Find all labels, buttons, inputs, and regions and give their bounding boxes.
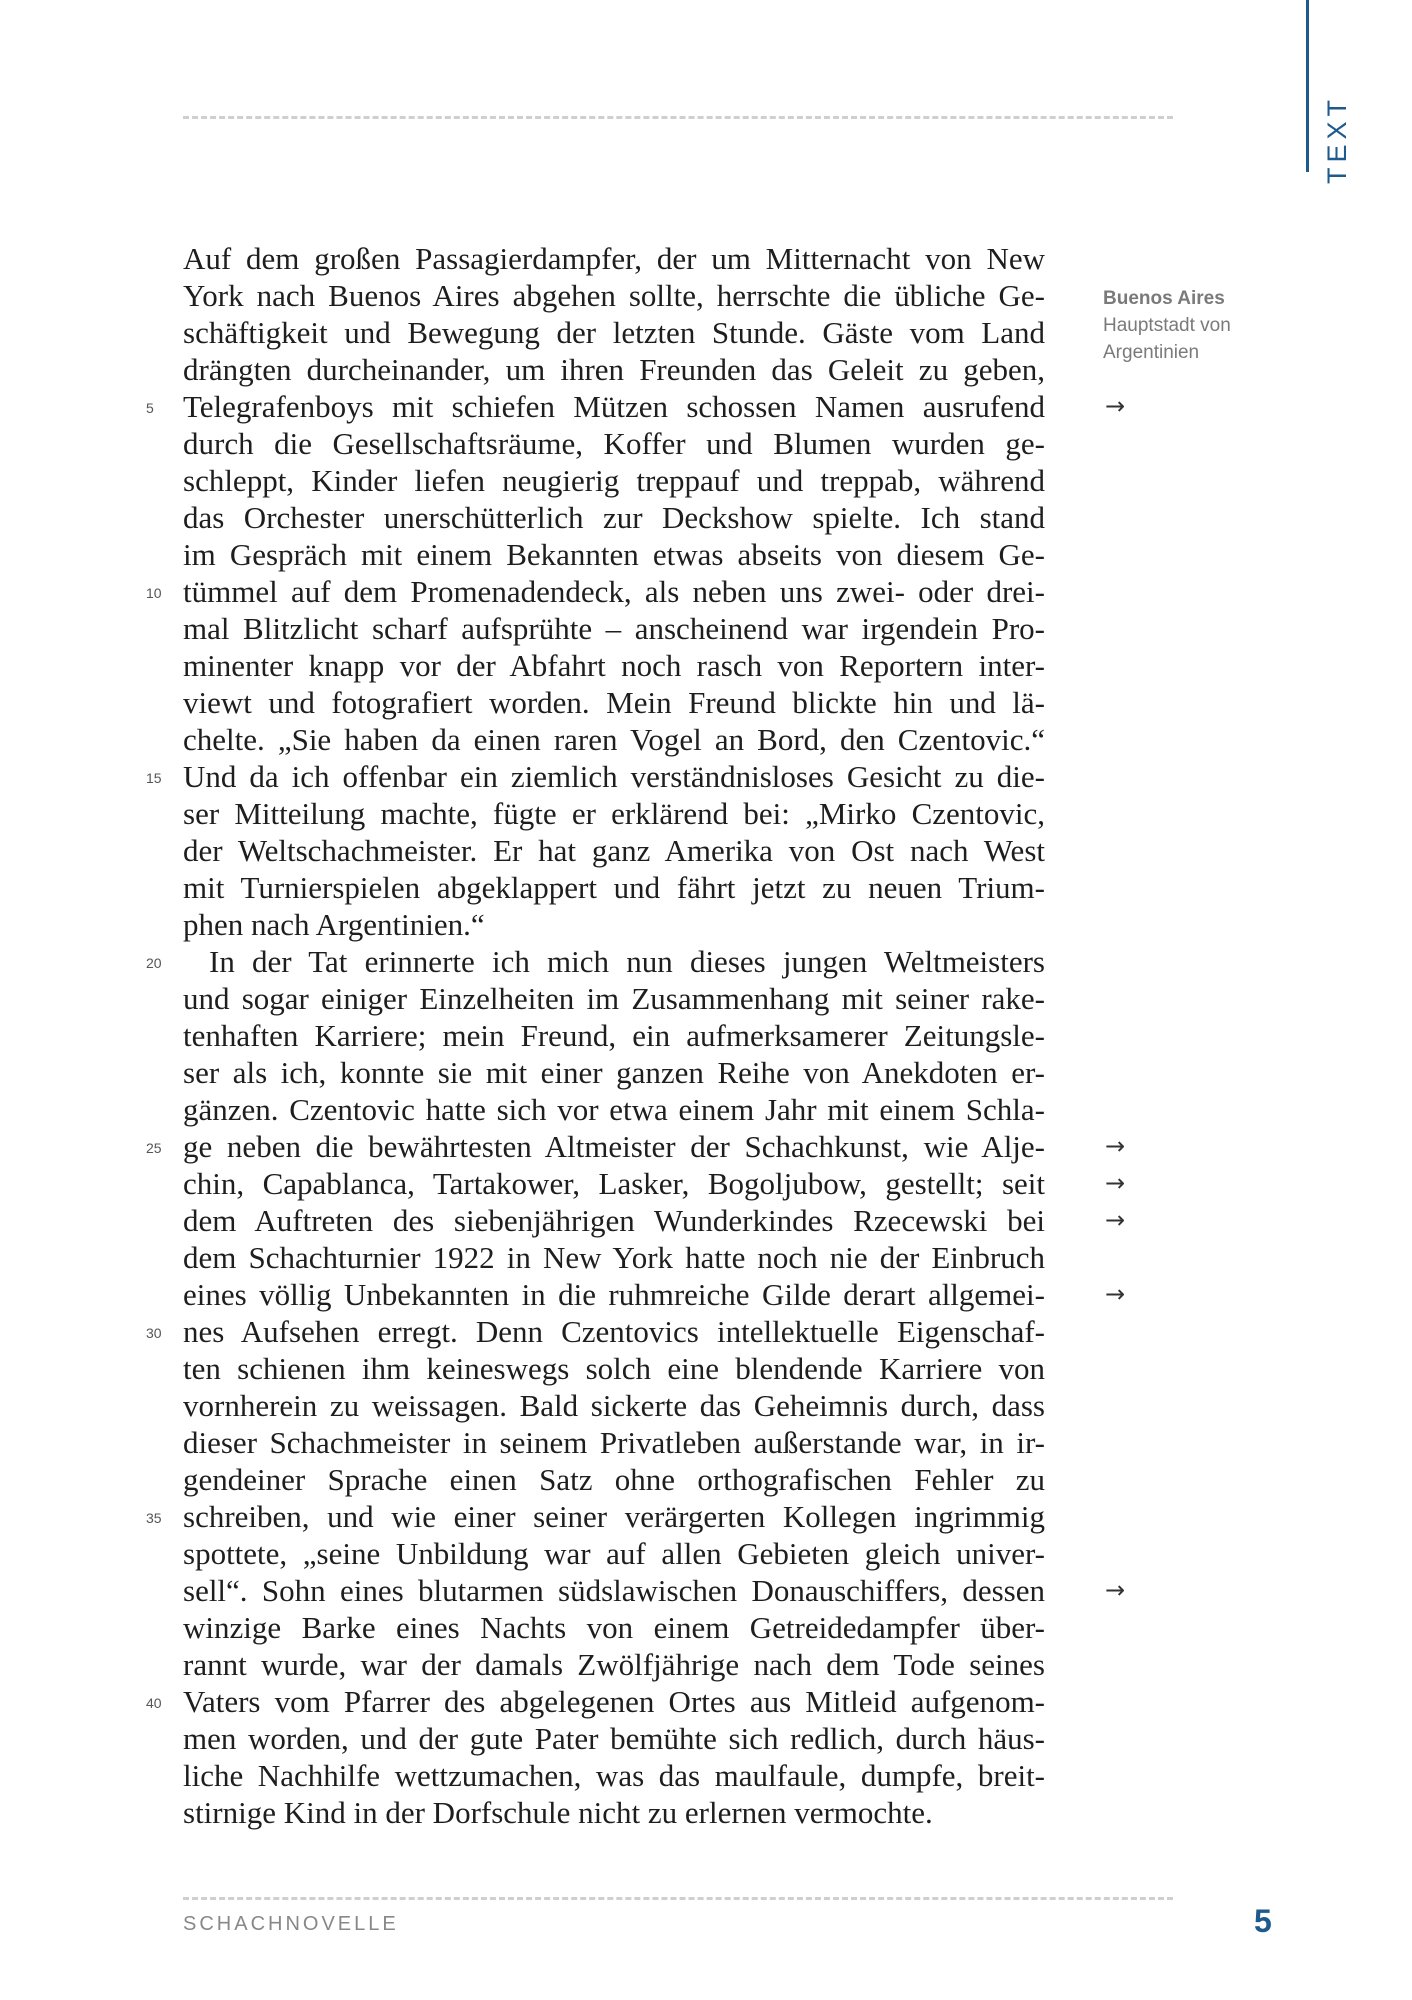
text-line [183, 795, 1045, 832]
text-line-content: gendeiner Sprache einen Satz ohne orthografischen Fehler zu [183, 1462, 1045, 1497]
arrow-spacer [1105, 832, 1125, 869]
text-line-content: ser als ich, konnte sie mit einer ganzen Reihe von Anekdoten er- [183, 1055, 1045, 1090]
text-line-content: dem Auftreten des siebenjährigen Wunderkindes Rzecewski bei [183, 1203, 1045, 1238]
text-line-content: In der Tat erinnerte ich mich nun dieses jungen Weltmeisters [209, 944, 1045, 979]
text-line-content: tümmel auf dem Promenadendeck, als neben uns zwei- oder drei- [183, 574, 1045, 609]
text-line-content: vornherein zu weissagen. Bald sickerte das Geheimnis durch, dass [183, 1388, 1045, 1423]
text-line [183, 1535, 1045, 1572]
arrow-right-icon: → [1105, 1280, 1126, 1308]
text-line [183, 647, 1045, 684]
text-line-content: ge neben die bewährtesten Altmeister der Schachkunst, wie Alje- [183, 1129, 1045, 1164]
text-line [146, 1128, 1045, 1165]
text-line-content: ser Mitteilung machte, fügte er erklärend bei: „Mirko Czentovic, [183, 796, 1045, 831]
text-line-content: spottete, „seine Unbildung war auf allen Gebieten gleich univer- [183, 1536, 1045, 1571]
text-line-content: gänzen. Czentovic hatte sich vor etwa einem Jahr mit einem Schla- [183, 1092, 1045, 1127]
arrow-right-icon: → [1105, 1206, 1126, 1234]
text-line-content: mit Turnierspielen abgeklappert und fährt jetzt zu neuen Trium- [183, 870, 1045, 905]
text-line [183, 277, 1045, 314]
text-line-content: liche Nachhilfe wettzumachen, was das maulfaule, dumpfe, breit- [183, 1758, 1045, 1793]
text-line [183, 980, 1045, 1017]
top-dashed-rule [183, 116, 1173, 119]
text-line [146, 943, 1045, 980]
line-number: 10 [146, 585, 162, 601]
arrow-spacer [1105, 536, 1125, 573]
text-line-content: winzige Barke eines Nachts von einem Getreidedampfer über- [183, 1610, 1045, 1645]
arrow-spacer [1105, 1646, 1125, 1683]
text-line [146, 1313, 1045, 1350]
text-line [183, 462, 1045, 499]
text-line [146, 1498, 1045, 1535]
text-line-content: tenhaften Karriere; mein Freund, ein aufmerksamerer Zeitungsle- [183, 1018, 1045, 1053]
section-tab-label: TEXT [1322, 95, 1352, 185]
text-line [183, 1646, 1045, 1683]
arrow-spacer [1105, 1720, 1125, 1757]
side-tab-bar [1306, 0, 1309, 172]
text-line [146, 573, 1045, 610]
text-line-content: men worden, und der gute Pater bemühte sich redlich, durch häus- [183, 1721, 1045, 1756]
text-line [146, 388, 1045, 425]
page-number: 5 [1254, 1903, 1272, 1939]
arrow-spacer [1105, 1683, 1125, 1720]
arrow-spacer [1105, 1757, 1125, 1794]
text-line-content: minenter knapp vor der Abfahrt noch rasch von Reportern inter- [183, 648, 1045, 683]
text-line [183, 240, 1045, 277]
text-line-content: Vaters vom Pfarrer des abgelegenen Ortes aus Mitleid aufgenom- [183, 1684, 1045, 1719]
text-line [183, 832, 1045, 869]
text-line [183, 1461, 1045, 1498]
arrow-spacer [1105, 906, 1125, 943]
text-line-content: schäftigkeit und Bewegung der letzten Stunde. Gäste vom Land [183, 315, 1045, 350]
line-number: 40 [146, 1695, 162, 1711]
arrow-spacer [1105, 351, 1125, 388]
text-line-content: stirnige Kind in der Dorfschule nicht zu erlernen vermochte. [183, 1795, 933, 1830]
text-line-content: York nach Buenos Aires abgehen sollte, herrschte die übliche Ge- [183, 278, 1045, 313]
arrow-right-icon: → [1105, 1169, 1126, 1197]
text-line [183, 610, 1045, 647]
text-line-content: nes Aufsehen erregt. Denn Czentovics intellektuelle Eigenschaf- [183, 1314, 1045, 1349]
text-line [183, 1424, 1045, 1461]
arrow-spacer [1105, 1535, 1125, 1572]
text-line-content: schleppt, Kinder liefen neugierig treppauf und treppab, während [183, 463, 1045, 498]
line-number: 30 [146, 1325, 162, 1341]
text-line-content: das Orchester unerschütterlich zur Deckshow spielte. Ich stand [183, 500, 1045, 535]
text-line [183, 1091, 1045, 1128]
arrow-spacer [1105, 1239, 1125, 1276]
text-line-content: dieser Schachmeister in seinem Privatleben außerstande war, in ir- [183, 1425, 1045, 1460]
text-line-content: Auf dem großen Passagierdampfer, der um Mitternacht von New [183, 241, 1045, 276]
text-line-content: und sogar einiger Einzelheiten im Zusammenhang mit seiner rake- [183, 981, 1045, 1016]
arrow-right-icon: → [1105, 1576, 1126, 1604]
text-line-content: drängten durcheinander, um ihren Freunden das Geleit zu geben, [183, 352, 1045, 387]
text-line [183, 1757, 1045, 1794]
text-line [146, 1683, 1045, 1720]
text-line [183, 351, 1045, 388]
text-line-content: rannt wurde, war der damals Zwölfjährige nach dem Tode seines [183, 1647, 1045, 1682]
line-number: 5 [146, 400, 154, 416]
text-line-content: sell“. Sohn eines blutarmen südslawischen Donauschiffers, dessen [183, 1573, 1045, 1608]
text-line-content: dem Schachturnier 1922 in New York hatte noch nie der Einbruch [183, 1240, 1045, 1275]
text-line [183, 684, 1045, 721]
text-line [183, 499, 1045, 536]
text-line [183, 1350, 1045, 1387]
text-line-content: Und da ich offenbar ein ziemlich verständnisloses Gesicht zu die- [183, 759, 1045, 794]
arrow-spacer [1105, 1424, 1125, 1461]
arrow-spacer [1105, 314, 1125, 351]
text-line [183, 1387, 1045, 1424]
arrow-spacer [1105, 869, 1125, 906]
line-number: 35 [146, 1510, 162, 1526]
text-line [183, 1572, 1045, 1609]
arrow-spacer [1105, 758, 1125, 795]
text-line-content: eines völlig Unbekannten in die ruhmreiche Gilde derart allgemei- [183, 1277, 1045, 1312]
text-line [183, 906, 1045, 943]
footer-book-title: SCHACHNOVELLE [183, 1913, 399, 1935]
arrow-spacer [1105, 1609, 1125, 1646]
arrow-spacer [1105, 1091, 1125, 1128]
arrow-spacer [1105, 721, 1125, 758]
text-line-content: durch die Gesellschaftsräume, Koffer und Blumen wurden ge- [183, 426, 1045, 461]
text-line [183, 1165, 1045, 1202]
arrow-spacer [1105, 943, 1125, 980]
text-line [183, 1609, 1045, 1646]
text-line [183, 536, 1045, 573]
text-line [183, 314, 1045, 351]
margin-note-line: Argentinien [1103, 342, 1200, 363]
margin-note-line: Hauptstadt von [1103, 315, 1231, 336]
text-line [183, 1794, 1045, 1831]
line-number: 25 [146, 1140, 162, 1156]
text-line [183, 425, 1045, 462]
arrow-right-icon: → [1105, 392, 1126, 420]
arrow-spacer [1105, 573, 1125, 610]
arrow-spacer [1105, 1387, 1125, 1424]
text-line [183, 1239, 1045, 1276]
text-line-content: chin, Capablanca, Tartakower, Lasker, Bogoljubow, gestellt; seit [183, 1166, 1045, 1201]
arrow-spacer [1105, 684, 1125, 721]
body-text [146, 240, 1045, 1831]
margin-note-title: Buenos Aires [1103, 288, 1225, 309]
arrow-spacer [1105, 1350, 1125, 1387]
arrow-spacer [1105, 795, 1125, 832]
arrow-right-icon: → [1105, 1132, 1126, 1160]
text-line-content: im Gespräch mit einem Bekannten etwas abseits von diesem Ge- [183, 537, 1045, 572]
arrow-spacer [1105, 462, 1125, 499]
text-line [146, 758, 1045, 795]
arrow-spacer [1105, 980, 1125, 1017]
arrow-spacer [1105, 1054, 1125, 1091]
bottom-dashed-rule [183, 1897, 1173, 1900]
text-line-content: der Weltschachmeister. Er hat ganz Amerika von Ost nach West [183, 833, 1045, 868]
text-line [183, 721, 1045, 758]
text-line-content: phen nach Argentinien.“ [183, 907, 485, 942]
text-line [183, 1054, 1045, 1091]
arrow-spacer [1105, 1498, 1125, 1535]
text-line [183, 1720, 1045, 1757]
arrow-spacer [1105, 1017, 1125, 1054]
text-line [183, 1202, 1045, 1239]
arrow-spacer [1105, 425, 1125, 462]
line-number: 20 [146, 955, 162, 971]
arrow-spacer [1105, 1461, 1125, 1498]
text-line-content: ten schienen ihm keineswegs solch eine blendende Karriere von [183, 1351, 1045, 1386]
arrow-spacer [1105, 1313, 1125, 1350]
arrow-spacer [1105, 647, 1125, 684]
text-line [183, 1017, 1045, 1054]
text-line-content: chelte. „Sie haben da einen raren Vogel an Bord, den Czentovic.“ [183, 722, 1045, 757]
text-line [183, 869, 1045, 906]
text-line-content: Telegrafenboys mit schiefen Mützen schossen Namen ausrufend [183, 389, 1045, 424]
text-line-content: viewt und fotografiert worden. Mein Freund blickte hin und lä- [183, 685, 1045, 720]
text-line-content: schreiben, und wie einer seiner verärgerten Kollegen ingrimmig [183, 1499, 1045, 1534]
margin-arrow-column [1105, 240, 1125, 1831]
arrow-spacer [1105, 277, 1125, 314]
arrow-spacer [1105, 610, 1125, 647]
line-number: 15 [146, 770, 162, 786]
arrow-spacer [1105, 240, 1125, 277]
arrow-spacer [1105, 1794, 1125, 1831]
arrow-spacer [1105, 499, 1125, 536]
text-line-content: mal Blitzlicht scharf aufsprühte – anscheinend war irgendein Pro- [183, 611, 1045, 646]
text-line [183, 1276, 1045, 1313]
